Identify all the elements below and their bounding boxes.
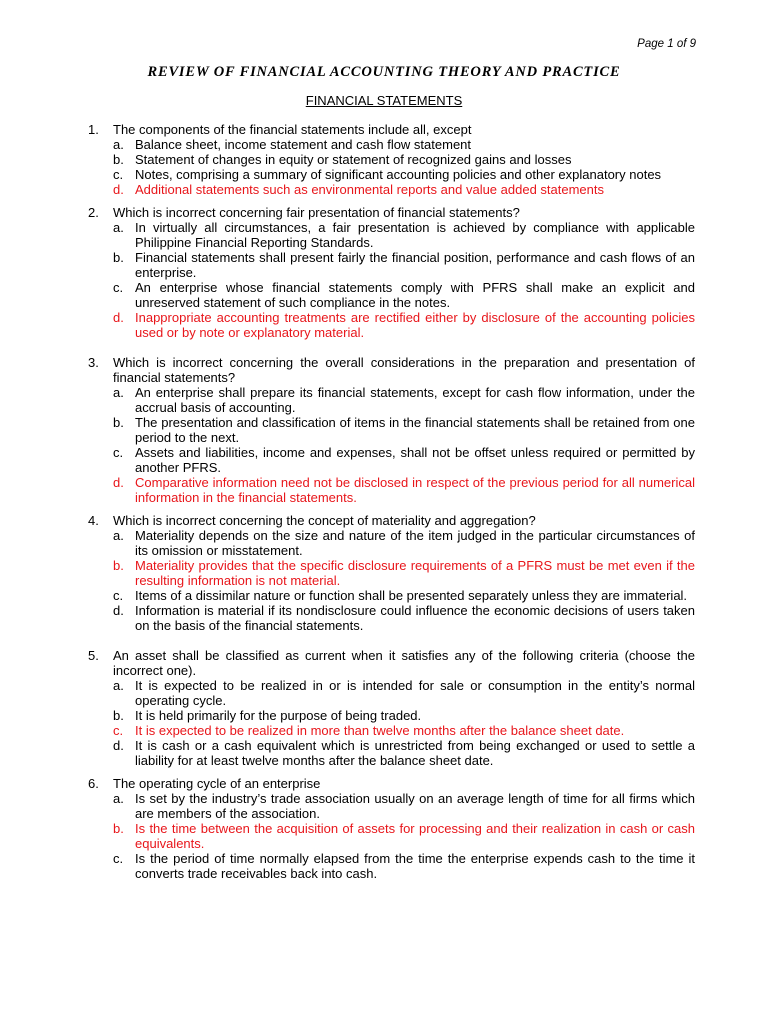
option-text: Is set by the industry’s trade association usually on an average length of time for all firms which are members of the association. <box>135 791 695 821</box>
option-letter: b. <box>113 558 124 573</box>
option-letter: b. <box>113 708 124 723</box>
option-text: It is cash or a cash equivalent which is unrestricted from being exchanged or used to settle a liability for at least twelve months after the balance sheet date. <box>135 738 695 768</box>
option-letter: d. <box>113 310 124 325</box>
option-letter: a. <box>113 385 124 400</box>
document-title: REVIEW OF FINANCIAL ACCOUNTING THEORY AND PRACTICE <box>147 64 621 80</box>
option-letter: c. <box>113 723 124 738</box>
question-text: The components of the financial statements include all, except <box>113 122 472 137</box>
correct-answer-option <box>113 182 695 197</box>
answer-option <box>113 167 695 182</box>
answer-option <box>113 603 695 633</box>
option-text: Balance sheet, income statement and cash flow statement <box>135 137 472 152</box>
option-text: Comparative information need not be disclosed in respect of the previous period for all numerical information in the financial statements. <box>135 475 695 505</box>
option-letter: b. <box>113 821 124 836</box>
option-letter: d. <box>113 182 124 197</box>
answer-option <box>113 385 695 415</box>
correct-answer-option <box>113 821 695 851</box>
option-letter: a. <box>113 220 124 235</box>
question-number: 1. <box>88 122 99 137</box>
option-letter: a. <box>113 678 124 693</box>
option-text: Is the time between the acquisition of assets for processing and their realization in cash or cash equivalents. <box>135 821 695 851</box>
question-3 <box>88 355 695 505</box>
question-1 <box>88 122 695 197</box>
question-text: Which is incorrect concerning the concept of materiality and aggregation? <box>113 513 536 528</box>
option-text: Notes, comprising a summary of significant accounting policies and other explanatory notes <box>135 167 662 182</box>
question-text: Which is incorrect concerning fair presentation of financial statements? <box>113 205 520 220</box>
option-text: Inappropriate accounting treatments are rectified either by disclosure of the accounting policies used or by note or explanatory material. <box>135 310 695 340</box>
option-text: An enterprise whose financial statements comply with PFRS shall make an explicit and unreserved statement of such compliance in the notes. <box>135 280 695 310</box>
answer-option <box>113 280 695 310</box>
question-5 <box>88 648 695 768</box>
question-list <box>88 122 695 881</box>
answer-option <box>113 528 695 558</box>
answer-option <box>113 588 695 603</box>
answer-option <box>113 415 695 445</box>
question-number: 5. <box>88 648 99 663</box>
option-letter: d. <box>113 738 124 753</box>
option-letter: c. <box>113 445 124 460</box>
answer-option <box>113 708 695 723</box>
option-letter: c. <box>113 167 124 182</box>
correct-answer-option <box>113 475 695 505</box>
answer-option <box>113 738 695 768</box>
option-text: Is the period of time normally elapsed from the time the enterprise expends cash to the time it converts trade receivables back into cash. <box>135 851 695 881</box>
option-letter: c. <box>113 588 124 603</box>
page-number: Page 1 of 9 <box>637 38 696 50</box>
option-text: Materiality provides that the specific disclosure requirements of a PFRS must be met even if the resulting information is not material. <box>135 558 695 588</box>
question-6 <box>88 776 695 881</box>
answer-option <box>113 220 695 250</box>
correct-answer-option <box>113 723 695 738</box>
question-text: Which is incorrect concerning the overall considerations in the preparation and presentation of financial statements? <box>113 355 695 385</box>
correct-answer-option <box>113 310 695 340</box>
option-text: In virtually all circumstances, a fair presentation is achieved by compliance with applicable Philippine Financial Reporting Standards. <box>135 220 695 250</box>
correct-answer-option <box>113 558 695 588</box>
document-subtitle: FINANCIAL STATEMENTS <box>305 93 463 108</box>
option-letter: a. <box>113 137 124 152</box>
question-2 <box>88 205 695 340</box>
answer-option <box>113 152 695 167</box>
answer-option <box>113 851 695 881</box>
option-text: Assets and liabilities, income and expenses, shall not be offset unless required or permitted by another PFRS. <box>135 445 695 475</box>
option-letter: d. <box>113 603 124 618</box>
option-text: It is expected to be realized in more than twelve months after the balance sheet date. <box>135 723 625 738</box>
option-letter: b. <box>113 152 124 167</box>
question-number: 4. <box>88 513 99 528</box>
option-text: Statement of changes in equity or statement of recognized gains and losses <box>135 152 572 167</box>
option-letter: b. <box>113 415 124 430</box>
answer-option <box>113 137 695 152</box>
question-text: An asset shall be classified as current when it satisfies any of the following criteria (choose the incorrect one). <box>113 648 695 678</box>
option-text: The presentation and classification of items in the financial statements shall be retained from one period to the next. <box>135 415 695 445</box>
option-text: Additional statements such as environmental reports and value added statements <box>135 182 604 197</box>
question-text: The operating cycle of an enterprise <box>113 776 321 791</box>
answer-option <box>113 791 695 821</box>
question-number: 6. <box>88 776 99 791</box>
option-letter: b. <box>113 250 124 265</box>
option-text: It is held primarily for the purpose of being traded. <box>135 708 422 723</box>
question-number: 3. <box>88 355 99 370</box>
answer-option <box>113 678 695 708</box>
option-text: An enterprise shall prepare its financial statements, except for cash flow information, under the accrual basis of accounting. <box>135 385 695 415</box>
option-letter: a. <box>113 791 124 806</box>
question-4 <box>88 513 695 633</box>
answer-option <box>113 250 695 280</box>
option-letter: c. <box>113 851 124 866</box>
option-text: Information is material if its nondisclosure could influence the economic decisions of users taken on the basis of the financial statements. <box>135 603 695 633</box>
option-text: It is expected to be realized in or is intended for sale or consumption in the entity’s normal operating cycle. <box>135 678 695 708</box>
option-letter: d. <box>113 475 124 490</box>
option-text: Financial statements shall present fairly the financial position, performance and cash flows of an enterprise. <box>135 250 695 280</box>
option-letter: c. <box>113 280 124 295</box>
option-letter: a. <box>113 528 124 543</box>
option-text: Items of a dissimilar nature or function shall be presented separately unless they are immaterial. <box>135 588 688 603</box>
question-number: 2. <box>88 205 99 220</box>
answer-option <box>113 445 695 475</box>
option-text: Materiality depends on the size and nature of the item judged in the particular circumstances of its omission or misstatement. <box>135 528 695 558</box>
